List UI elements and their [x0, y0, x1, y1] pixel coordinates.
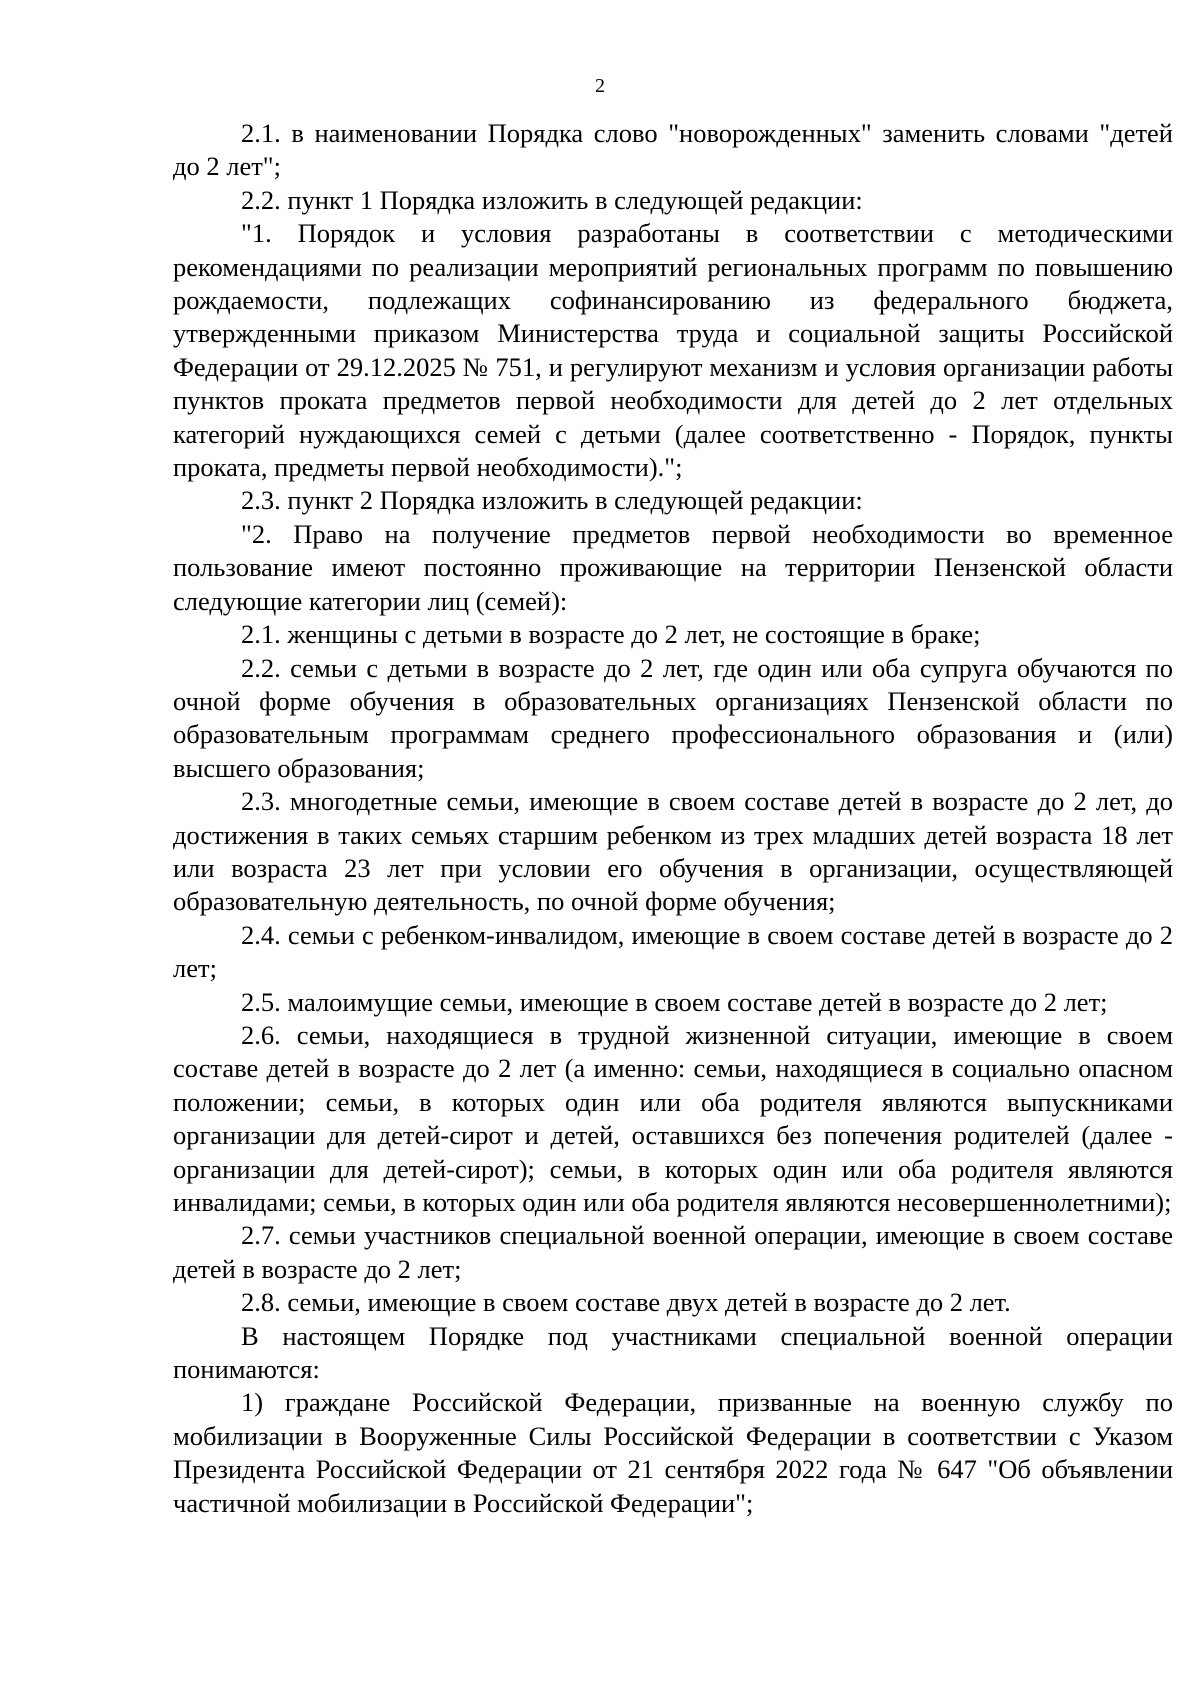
list-item-2-3: 2.3. многодетные семьи, имеющие в своем составе детей в возрасте до 2 лет, до достижения в таких семьях старшим ребенком из трех младших детей возраста 18 лет или возраста 23 лет при условии его обучения в организации, осуществляющей образовательную деятельность, по очной форме обучения;: [173, 786, 1173, 917]
list-item-2-5: 2.5. малоимущие семьи, имеющие в своем составе детей в возрасте до 2 лет;: [241, 986, 1108, 1017]
paragraph-point-1-text: "1. Порядок и условия разработаны в соответствии с методическими рекомендациями по реализации мероприятий региональных программ по повышению рождаемости, подлежащих софинансированию из федерального бюджета, утвержденными приказом Министерства труда и социальной защиты Российской Федерации от 29.12.2025 № 751, и регулируют механизм и условия организации работы пунктов проката предметов первой необходимости для детей до 2 лет отдельных категорий нуждающихся семей с детьми (далее соответственно - Порядок, пункты проката, предметы первой необходимости).";: [173, 218, 1173, 483]
document-body: [173, 117, 1173, 1520]
paragraph-point-2-text: "2. Право на получение предметов первой необходимости во временное пользование имеют постоянно проживающие на территории Пензенской области следующие категории лиц (семей):: [173, 518, 1173, 616]
list-item-2-6: 2.6. семьи, находящиеся в трудной жизненной ситуации, имеющие в своем составе детей в возрасте до 2 лет (а именно: семьи, находящиеся в социально опасном положении; семьи, в которых один или оба родителя являются выпускниками организации для детей-сирот и детей, оставшихся без попечения родителей (далее - организации для детей-сирот); семьи, в которых один или оба родителя являются инвалидами; семьи, в которых один или оба родителя являются несовершеннолетними);: [173, 1019, 1173, 1217]
list-item-2-8: 2.8. семьи, имеющие в своем составе двух детей в возрасте до 2 лет.: [241, 1287, 1011, 1318]
page-number: 2: [595, 75, 605, 97]
paragraph-2-1-title-amendment: 2.1. в наименовании Порядка слово "новорожденных" заменить словами "детей до 2 лет";: [173, 118, 1173, 182]
paragraph-2-3-intro: 2.3. пункт 2 Порядка изложить в следующей редакции:: [241, 485, 863, 516]
list-item-svo-1: 1) граждане Российской Федерации, призванные на военную службу по мобилизации в Вооруженные Силы Российской Федерации в соответствии с Указом Президента Российской Федерации от 21 сентября 2022 года № 647 "Об объявлении частичной мобилизации в Российской Федерации";: [173, 1387, 1173, 1518]
paragraph-svo-definition-intro: В настоящем Порядке под участниками специальной военной операции понимаются:: [173, 1320, 1173, 1385]
paragraph-2-2-intro: 2.2. пункт 1 Порядка изложить в следующей редакции:: [241, 184, 863, 215]
list-item-2-7: 2.7. семьи участников специальной военной операции, имеющие в своем составе детей в возрасте до 2 лет;: [173, 1220, 1173, 1284]
list-item-2-2: 2.2. семьи с детьми в возрасте до 2 лет, где один или оба супруга обучаются по очной форме обучения в образовательных организациях Пензенской области по образовательным программам среднего профессионального образования и (или) высшего образования;: [173, 652, 1173, 783]
list-item-2-1: 2.1. женщины с детьми в возрасте до 2 лет, не состоящие в браке;: [241, 619, 981, 650]
list-item-2-4: 2.4. семьи с ребенком-инвалидом, имеющие в своем составе детей в возрасте до 2 лет;: [173, 919, 1173, 984]
